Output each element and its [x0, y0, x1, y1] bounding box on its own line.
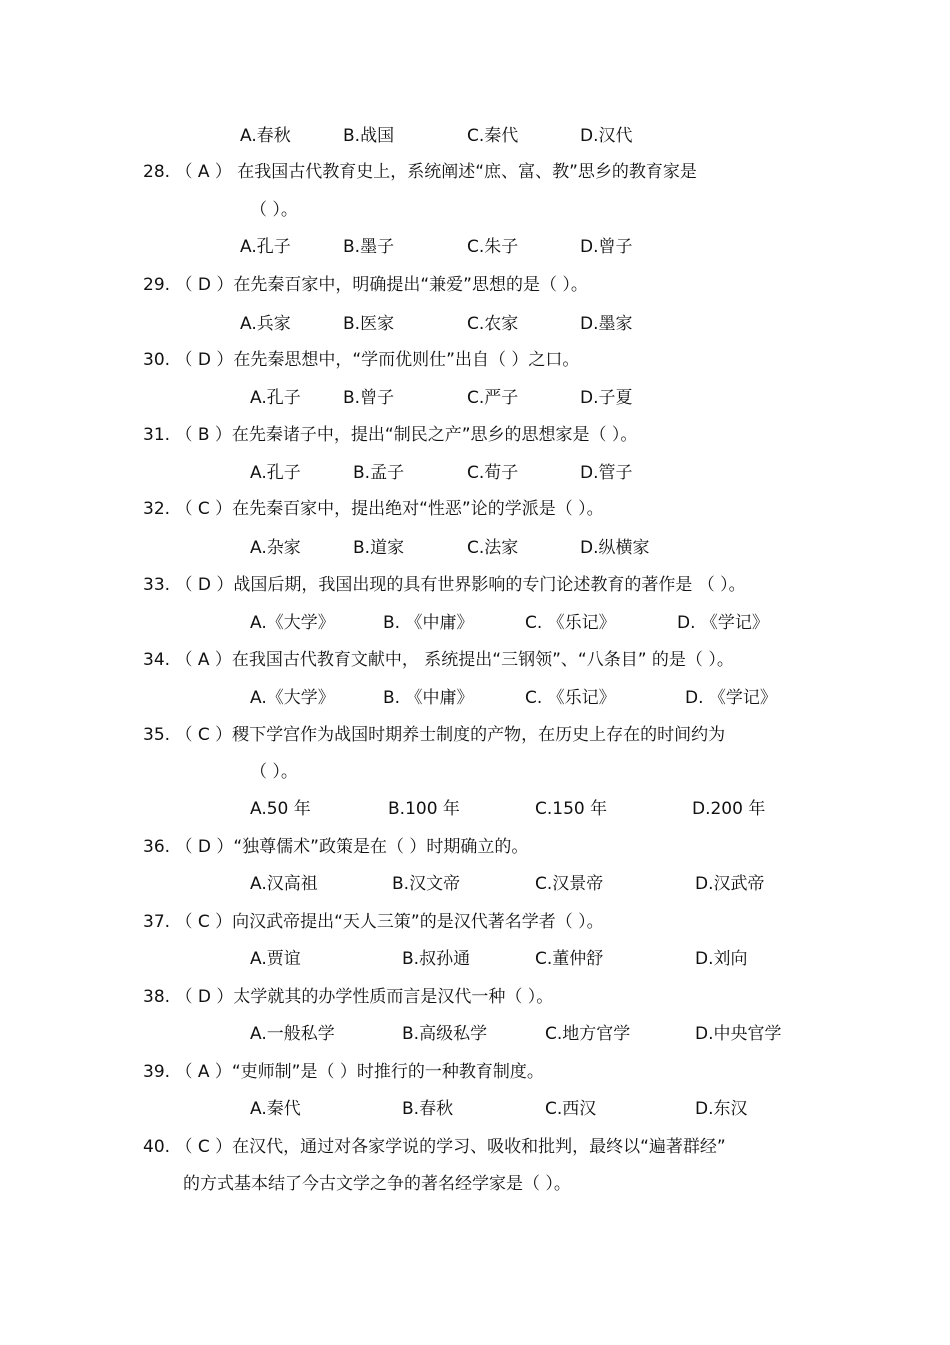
q37-option-c: C.董仲舒	[535, 949, 604, 969]
q31-option-c: C.荀子	[467, 463, 519, 483]
q38-option-a: A.一般私学	[250, 1024, 335, 1044]
q39-option-b: B.春秋	[402, 1099, 454, 1119]
q34-option-b: B. 《中庸》	[383, 688, 474, 708]
q37-option-d: D.刘向	[695, 949, 748, 969]
q36-option-c: C.汉景帝	[535, 874, 604, 894]
q32-option-b: B.道家	[353, 538, 405, 558]
q30-option-c: C.严子	[467, 388, 519, 408]
q35-stem-continued: （ ）。	[250, 762, 298, 782]
q35-option-d: D.200 年	[692, 799, 766, 819]
q34-option-c: C. 《乐记》	[525, 688, 616, 708]
q30-stem: 30. （ D ）在先秦思想中，“学而优则仕”出自（ ）之口。	[143, 350, 580, 370]
q28-stem-continued: （ ）。	[250, 200, 298, 220]
q39-option-a: A.秦代	[250, 1099, 301, 1119]
q30-option-b: B.曾子	[343, 388, 395, 408]
q28-option-a: A.孔子	[240, 237, 291, 257]
q27-option-b: B.战国	[343, 126, 395, 146]
q40-stem-continued: 的方式基本结了今古文学之争的著名经学家是（ ）。	[183, 1174, 571, 1194]
q33-option-c: C. 《乐记》	[525, 613, 616, 633]
q35-option-b: B.100 年	[388, 799, 460, 819]
q28-option-b: B.墨子	[343, 237, 395, 257]
q36-option-d: D.汉武帝	[695, 874, 765, 894]
q27-option-c: C.秦代	[467, 126, 519, 146]
q36-option-a: A.汉高祖	[250, 874, 318, 894]
q39-stem: 39. （ A ）“吏师制”是（ ）时推行的一种教育制度。	[143, 1062, 544, 1082]
q32-option-d: D.纵横家	[580, 538, 650, 558]
q29-option-d: D.墨家	[580, 314, 633, 334]
q37-option-b: B.叔孙通	[402, 949, 471, 969]
q37-stem: 37. （ C ）向汉武帝提出“天人三策”的是汉代著名学者（ ）。	[143, 912, 604, 932]
q32-stem: 32. （ C ）在先秦百家中，提出绝对“性恶”论的学派是（ ）。	[143, 499, 604, 519]
q37-option-a: A.贾谊	[250, 949, 301, 969]
q34-stem: 34. （ A ）在我国古代教育文献中， 系统提出“三钢领”、“八条目” 的是（ ）。	[143, 650, 734, 670]
q31-option-b: B.孟子	[353, 463, 405, 483]
q40-stem: 40. （ C ）在汉代，通过对各家学说的学习、吸收和批判，最终以“遍著群经”	[143, 1137, 726, 1157]
q39-option-c: C.西汉	[545, 1099, 597, 1119]
q38-stem: 38. （ D ）太学就其的办学性质而言是汉代一种（ ）。	[143, 987, 554, 1007]
q38-option-c: C.地方官学	[545, 1024, 631, 1044]
q27-option-a: A.春秋	[240, 126, 291, 146]
q33-option-d: D. 《学记》	[677, 613, 769, 633]
q27-option-d: D.汉代	[580, 126, 633, 146]
q29-stem: 29. （ D ）在先秦百家中，明确提出“兼爱”思想的是（ ）。	[143, 275, 588, 295]
q36-stem: 36. （ D ）“独尊儒术”政策是在（ ）时期确立的。	[143, 837, 529, 857]
q36-option-b: B.汉文帝	[392, 874, 461, 894]
q31-stem: 31. （ B ）在先秦诸子中，提出“制民之产”思乡的思想家是（ ）。	[143, 425, 638, 445]
q39-option-d: D.东汉	[695, 1099, 748, 1119]
q38-option-b: B.高级私学	[402, 1024, 488, 1044]
q32-option-c: C.法家	[467, 538, 519, 558]
q28-stem: 28. （ A ） 在我国古代教育史上，系统阐述“庶、富、教”思乡的教育家是	[143, 162, 697, 182]
q35-option-c: C.150 年	[535, 799, 608, 819]
q33-option-a: A.《大学》	[250, 613, 335, 633]
q35-option-a: A.50 年	[250, 799, 311, 819]
q33-stem: 33. （ D ）战国后期，我国出现的具有世界影响的专门论述教育的著作是 （ ）。	[143, 575, 746, 595]
q30-option-a: A.孔子	[250, 388, 301, 408]
q34-option-a: A.《大学》	[250, 688, 335, 708]
q29-option-a: A.兵家	[240, 314, 291, 334]
q38-option-d: D.中央官学	[695, 1024, 782, 1044]
q29-option-c: C.农家	[467, 314, 519, 334]
q35-stem: 35. （ C ）稷下学宫作为战国时期养士制度的产物，在历史上存在的时间约为	[143, 725, 726, 745]
q34-option-d: D. 《学记》	[685, 688, 777, 708]
q28-option-d: D.曾子	[580, 237, 633, 257]
q33-option-b: B. 《中庸》	[383, 613, 474, 633]
q32-option-a: A.杂家	[250, 538, 301, 558]
q28-option-c: C.朱子	[467, 237, 519, 257]
q29-option-b: B.医家	[343, 314, 395, 334]
q30-option-d: D.子夏	[580, 388, 633, 408]
q31-option-a: A.孔子	[250, 463, 301, 483]
q31-option-d: D.管子	[580, 463, 633, 483]
